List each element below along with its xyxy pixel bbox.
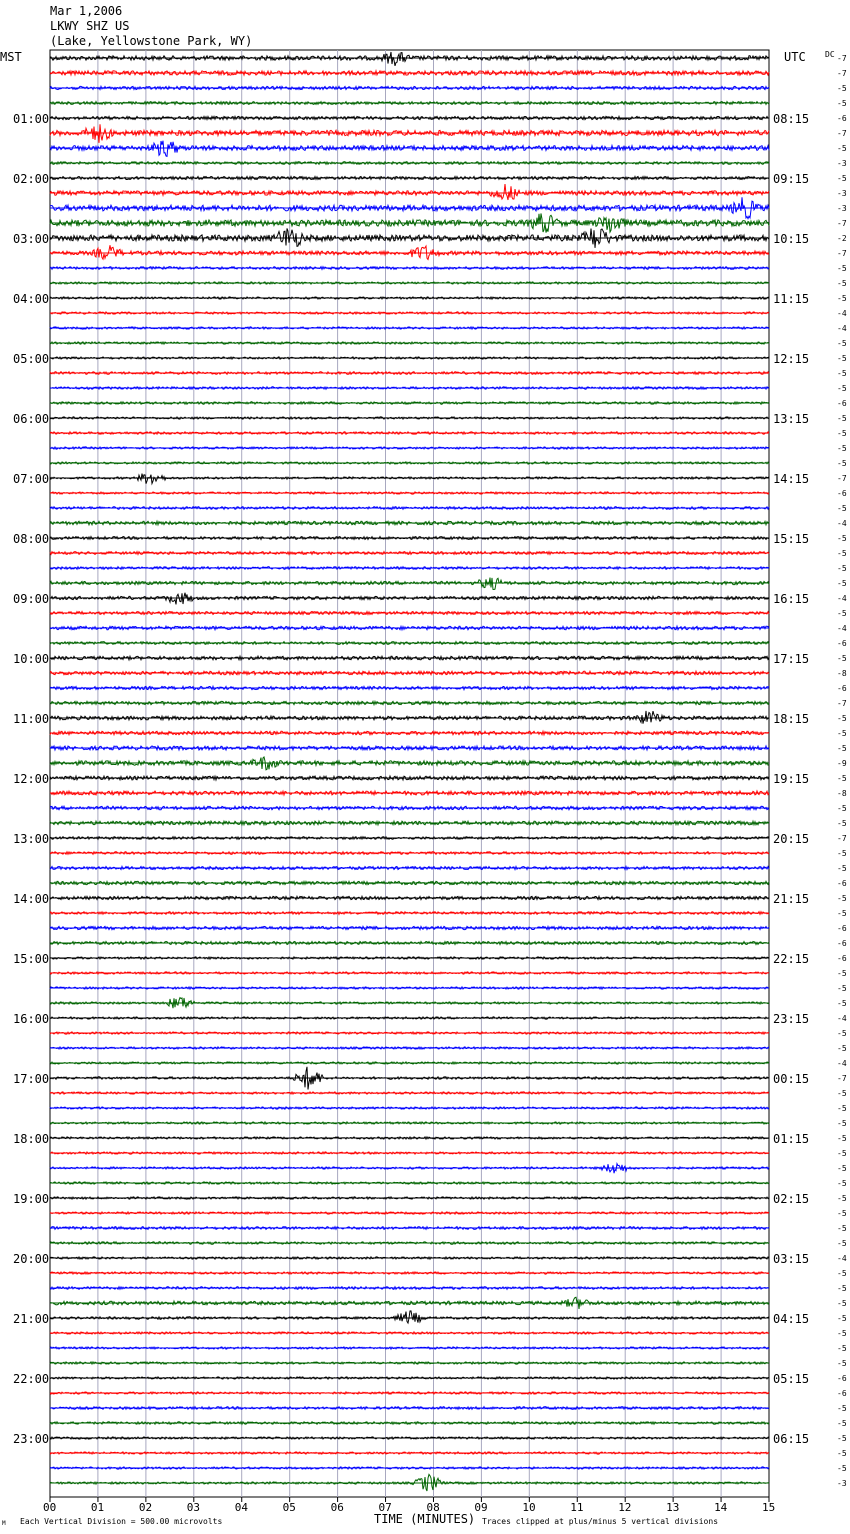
hour-label-right: 01:15: [773, 1132, 810, 1146]
seismic-trace: [50, 1311, 769, 1323]
dc-offset-label: -5: [837, 714, 847, 723]
dc-offset-label: -5: [837, 909, 847, 918]
dc-offset-label: -5: [837, 1134, 847, 1143]
dc-offset-label: -5: [837, 354, 847, 363]
dc-offset-label: -5: [837, 99, 847, 108]
x-tick-label: 05: [282, 1501, 296, 1514]
hour-label-right: 17:15: [773, 652, 810, 666]
dc-offset-label: -6: [837, 399, 847, 408]
hour-label-right: 11:15: [773, 292, 810, 306]
dc-offset-label: -5: [837, 504, 847, 513]
dc-offset-label: -5: [837, 1164, 847, 1173]
hour-label-left: 14:00: [13, 892, 50, 906]
hour-label-right: 09:15: [773, 172, 810, 186]
x-tick-label: 01: [90, 1501, 105, 1514]
hour-label-right: 21:15: [773, 892, 810, 906]
seismic-trace: [50, 141, 769, 157]
hour-label-right: 04:15: [773, 1312, 810, 1326]
hour-label-left: 03:00: [13, 232, 50, 246]
hour-label-left: 07:00: [13, 472, 50, 486]
seismic-trace: [50, 245, 769, 259]
hour-label-right: 05:15: [773, 1372, 810, 1386]
dc-offset-label: -5: [837, 894, 847, 903]
dc-offset-label: -4: [837, 624, 847, 633]
hour-label-right: 19:15: [773, 772, 810, 786]
seismic-trace: [50, 593, 769, 605]
hour-label-right: 10:15: [773, 232, 810, 246]
hour-label-left: 19:00: [13, 1192, 50, 1206]
dc-offset-label: -5: [837, 744, 847, 753]
dc-offset-label: -6: [837, 1389, 847, 1398]
seismic-trace: [50, 184, 769, 200]
dc-offset-label: -5: [837, 999, 847, 1008]
seismic-trace: [50, 711, 769, 724]
dc-offset-label: -5: [837, 1329, 847, 1338]
dc-offset-label: -5: [837, 1029, 847, 1038]
dc-offset-label: -9: [837, 759, 847, 768]
dc-offset-label: -5: [837, 369, 847, 378]
dc-offset-label: -4: [837, 1014, 847, 1023]
axis-labels: [0, 50, 847, 1527]
dc-offset-label: -5: [837, 1224, 847, 1233]
hour-label-right: 13:15: [773, 412, 810, 426]
dc-offset-label: -5: [837, 1149, 847, 1158]
hour-label-right: 08:15: [773, 112, 810, 126]
dc-offset-label: -5: [837, 339, 847, 348]
dc-offset-label: -5: [837, 414, 847, 423]
dc-offset-label: -3: [837, 159, 847, 168]
dc-offset-label: -6: [837, 639, 847, 648]
dc-offset-label: -5: [837, 849, 847, 858]
dc-offset-label: -7: [837, 69, 847, 78]
dc-offset-label: -5: [837, 1464, 847, 1473]
dc-offset-label: -5: [837, 1314, 847, 1323]
corner-mark: M: [2, 1520, 6, 1527]
hour-label-right: 02:15: [773, 1192, 810, 1206]
dc-offset-label: -5: [837, 144, 847, 153]
x-tick-label: 07: [378, 1501, 392, 1514]
dc-offset-label: -7: [837, 474, 847, 483]
hour-label-left: 02:00: [13, 172, 50, 186]
left-timezone-label: MST: [0, 50, 22, 64]
dc-offset-label: -4: [837, 519, 847, 528]
dc-offset-label: -5: [837, 1044, 847, 1053]
trace-group: [50, 52, 769, 1491]
hour-label-right: 12:15: [773, 352, 810, 366]
dc-offset-label: -5: [837, 579, 847, 588]
dc-offset-label: -5: [837, 279, 847, 288]
dc-offset-label: -3: [837, 189, 847, 198]
dc-offset-label: -5: [837, 1359, 847, 1368]
hour-label-left: 23:00: [13, 1432, 50, 1446]
dc-offset-label: -7: [837, 219, 847, 228]
dc-offset-label: -5: [837, 444, 847, 453]
hour-label-right: 06:15: [773, 1432, 810, 1446]
dc-offset-label: -5: [837, 1299, 847, 1308]
dc-offset-label: -5: [837, 1179, 847, 1188]
hour-label-left: 17:00: [13, 1072, 50, 1086]
dc-offset-label: -4: [837, 1254, 847, 1263]
hour-label-left: 21:00: [13, 1312, 50, 1326]
dc-offset-label: -3: [837, 204, 847, 213]
dc-offset-label: -5: [837, 294, 847, 303]
hour-label-right: 23:15: [773, 1012, 810, 1026]
hour-label-left: 10:00: [13, 652, 50, 666]
dc-offset-label: -5: [837, 564, 847, 573]
dc-offset-label: -5: [837, 174, 847, 183]
x-tick-label: 10: [522, 1501, 536, 1514]
dc-offset-label: -8: [837, 789, 847, 798]
dc-offset-label: -7: [837, 834, 847, 843]
x-tick-label: 00: [43, 1501, 57, 1514]
dc-offset-label: -5: [837, 1434, 847, 1443]
station-date: Mar 1,2006: [50, 4, 123, 18]
clip-note: Traces clipped at plus/minus 5 vertical divisions: [482, 1517, 719, 1526]
hour-label-left: 15:00: [13, 952, 50, 966]
hour-label-left: 08:00: [13, 532, 50, 546]
dc-offset-label: -5: [837, 1119, 847, 1128]
dc-offset-label: -5: [837, 609, 847, 618]
dc-offset-label: -4: [837, 594, 847, 603]
x-axis-title: TIME (MINUTES): [374, 1512, 476, 1526]
dc-offset-label: -7: [837, 1074, 847, 1083]
x-tick-label: 15: [762, 1501, 776, 1514]
hour-label-right: 03:15: [773, 1252, 810, 1266]
hour-label-right: 14:15: [773, 472, 810, 486]
dc-offset-label: -5: [837, 1284, 847, 1293]
dc-offset-label: -6: [837, 489, 847, 498]
dc-offset-label: -5: [837, 459, 847, 468]
hour-label-left: 06:00: [13, 412, 50, 426]
dc-offset-label: -4: [837, 309, 847, 318]
dc-offset-label: -5: [837, 534, 847, 543]
hour-label-left: 13:00: [13, 832, 50, 846]
x-tick-label: 11: [570, 1501, 584, 1514]
dc-offset-label: -6: [837, 954, 847, 963]
dc-offset-label: -7: [837, 129, 847, 138]
hour-label-left: 04:00: [13, 292, 50, 306]
dc-offset-label: -5: [837, 1269, 847, 1278]
hour-label-left: 09:00: [13, 592, 50, 606]
dc-offset-label: -5: [837, 384, 847, 393]
dc-offset-label: -6: [837, 114, 847, 123]
dc-offset-label: -5: [837, 1404, 847, 1413]
hour-label-left: 11:00: [13, 712, 50, 726]
x-tick-label: 12: [618, 1501, 632, 1514]
x-tick-label: 08: [426, 1501, 440, 1514]
station-location: (Lake, Yellowstone Park, WY): [50, 34, 253, 48]
x-tick-label: 02: [138, 1501, 153, 1514]
hour-label-left: 20:00: [13, 1252, 50, 1266]
hour-label-left: 01:00: [13, 112, 50, 126]
dc-offset-label: -4: [837, 324, 847, 333]
dc-offset-label: -6: [837, 684, 847, 693]
dc-offset-label: -5: [837, 429, 847, 438]
hour-label-right: 00:15: [773, 1072, 810, 1086]
dc-offset-label: -5: [837, 864, 847, 873]
seismic-trace: [50, 52, 769, 66]
hour-label-left: 18:00: [13, 1132, 50, 1146]
dc-offset-label: -5: [837, 1209, 847, 1218]
dc-offset-label: -5: [837, 1104, 847, 1113]
x-tick-label: 13: [666, 1501, 680, 1514]
dc-offset-label: -5: [837, 774, 847, 783]
scale-note: Each Vertical Division = 500.00 microvolts: [20, 1517, 223, 1526]
seismic-trace: [50, 474, 769, 484]
dc-offset-label: -6: [837, 924, 847, 933]
dc-offset-label: -5: [837, 654, 847, 663]
dc-offset-label: -5: [837, 1089, 847, 1098]
dc-offset-label: -7: [837, 249, 847, 258]
dc-offset-label: -5: [837, 819, 847, 828]
hour-label-left: 05:00: [13, 352, 50, 366]
dc-offset-label: -5: [837, 729, 847, 738]
dc-offset-label: -5: [837, 1239, 847, 1248]
dc-offset-label: -5: [837, 84, 847, 93]
hour-label-right: 18:15: [773, 712, 810, 726]
x-tick-label: 06: [330, 1501, 344, 1514]
dc-offset-header: DC: [825, 50, 835, 59]
hour-label-right: 16:15: [773, 592, 810, 606]
right-timezone-label: UTC: [784, 50, 806, 64]
hour-label-right: 20:15: [773, 832, 810, 846]
seismic-trace: [50, 578, 769, 590]
dc-offset-label: -2: [837, 234, 847, 243]
hour-label-left: 16:00: [13, 1012, 50, 1026]
x-tick-label: 09: [474, 1501, 488, 1514]
dc-offset-label: -7: [837, 54, 847, 63]
dc-offset-label: -5: [837, 984, 847, 993]
dc-offset-label: -3: [837, 1479, 847, 1488]
dc-offset-label: -8: [837, 669, 847, 678]
dc-offset-label: -6: [837, 879, 847, 888]
hour-label-left: 22:00: [13, 1372, 50, 1386]
dc-offset-label: -5: [837, 264, 847, 273]
dc-offset-label: -5: [837, 549, 847, 558]
dc-offset-label: -5: [837, 1194, 847, 1203]
dc-offset-label: -4: [837, 1059, 847, 1068]
x-tick-label: 14: [714, 1501, 728, 1514]
dc-offset-label: -5: [837, 804, 847, 813]
hour-label-left: 12:00: [13, 772, 50, 786]
dc-offset-label: -7: [837, 699, 847, 708]
dc-offset-label: -6: [837, 1374, 847, 1383]
hour-label-right: 22:15: [773, 952, 810, 966]
dc-offset-label: -6: [837, 939, 847, 948]
dc-offset-label: -5: [837, 1344, 847, 1353]
dc-offset-label: -5: [837, 1449, 847, 1458]
hour-label-right: 15:15: [773, 532, 810, 546]
x-tick-label: 04: [234, 1501, 248, 1514]
x-tick-label: 03: [186, 1501, 201, 1514]
dc-offset-label: -5: [837, 1419, 847, 1428]
seismic-trace: [50, 124, 769, 143]
station-code: LKWY SHZ US: [50, 19, 130, 33]
dc-offset-label: -5: [837, 969, 847, 978]
